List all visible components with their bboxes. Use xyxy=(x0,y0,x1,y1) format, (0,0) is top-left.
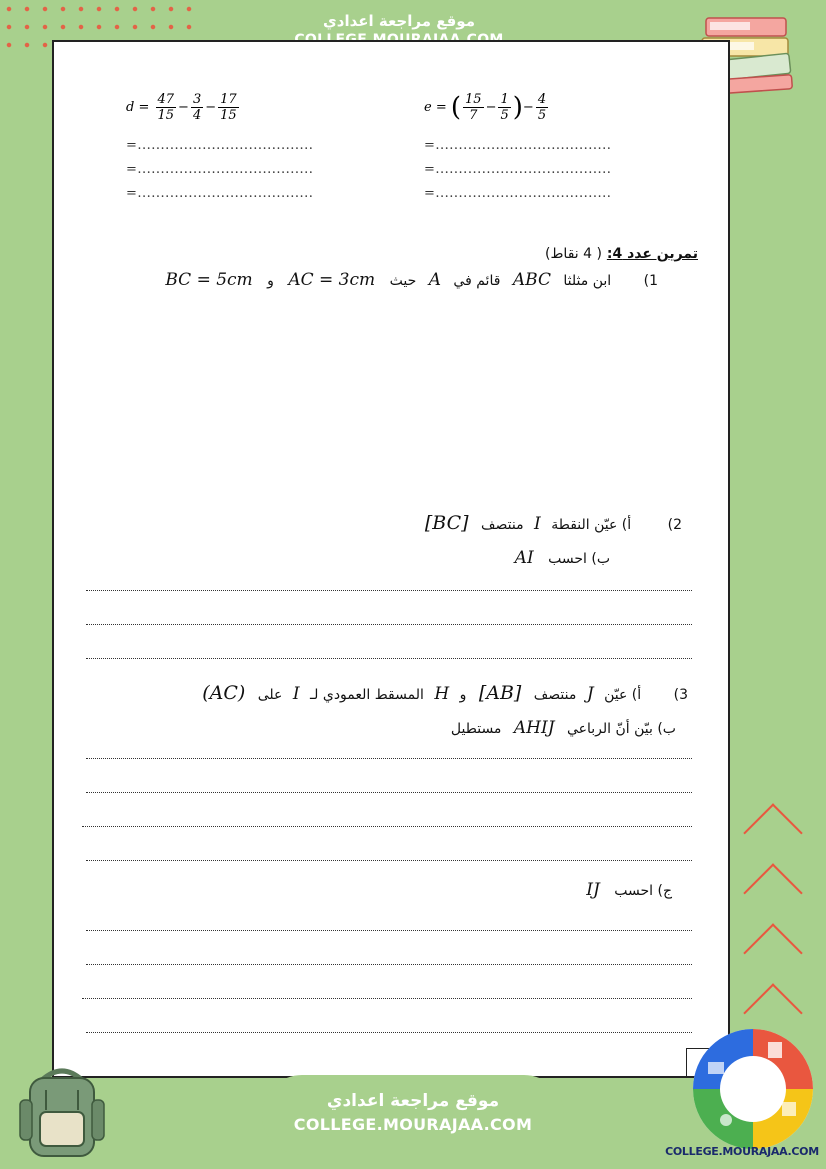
site-logo-icon[interactable] xyxy=(686,1022,820,1156)
logo-caption: COLLEGE.MOURAJAA.COM xyxy=(665,1145,819,1158)
chevron-up-icon xyxy=(743,803,802,862)
answer-line[interactable] xyxy=(86,624,692,625)
answer-line[interactable]: =...................................... xyxy=(126,138,314,153)
worksheet-page xyxy=(52,40,730,1078)
answer-line[interactable] xyxy=(86,590,692,591)
answer-line[interactable] xyxy=(86,758,692,759)
fraction: $\frac{4}{5}$ xyxy=(537,92,547,123)
answer-line[interactable] xyxy=(86,930,692,931)
answer-line[interactable] xyxy=(86,964,692,965)
bottom-site-banner[interactable] xyxy=(262,1075,564,1155)
question-3b: ب) بيّن أنّ الرباعي AHIJ مستطيل xyxy=(450,718,676,738)
chevron-up-icon xyxy=(743,863,802,922)
answer-line[interactable] xyxy=(86,792,692,793)
answer-line[interactable]: =...................................... xyxy=(424,162,612,177)
answer-line[interactable]: =...................................... xyxy=(126,162,314,177)
question-1: 1) ابن مثلثا ABC قائم في A حيث AC = 3cm و BC = 5cm xyxy=(165,270,658,290)
answer-line[interactable] xyxy=(86,658,692,659)
question-3c: ج) احسب IJ xyxy=(586,880,672,900)
site-name-bottom: موقع مراجعة اعدادي xyxy=(326,1091,500,1111)
var-d: d xyxy=(126,100,135,115)
fraction: $\frac{1}{5}$ xyxy=(500,92,509,123)
var-e: e xyxy=(424,100,432,115)
backpack-icon xyxy=(12,1060,112,1160)
expression-d: d = $\frac{47}{15}$ − $\frac{3}{4}$ − $\frac{17}{15}$ xyxy=(126,92,237,123)
answer-line[interactable] xyxy=(86,860,692,861)
fraction: $\frac{3}{4}$ xyxy=(192,92,202,123)
question-3a: 3) أ) عيّن J منتصف [AB] و H المسقط العمودي لـ I على (AC) xyxy=(202,682,688,704)
answer-line[interactable]: =...................................... xyxy=(424,138,612,153)
exercise-title: تمرين عدد 4: xyxy=(606,246,698,262)
question-2b: ب) احسب AI xyxy=(514,548,610,568)
answer-line[interactable] xyxy=(82,998,692,999)
answer-line[interactable]: =...................................... xyxy=(424,186,612,201)
fraction: $\frac{15}{7}$ xyxy=(465,92,482,123)
site-name-top: موقع مراجعة اعدادي xyxy=(323,12,475,30)
answer-line[interactable]: =...................................... xyxy=(126,186,314,201)
chevron-up-icon xyxy=(743,923,802,982)
fraction: $\frac{17}{15}$ xyxy=(220,92,237,123)
site-url-bottom[interactable]: COLLEGE.MOURAJAA.COM xyxy=(293,1115,533,1134)
fraction: $\frac{47}{15}$ xyxy=(157,92,175,123)
exercise-4-title xyxy=(545,246,698,262)
answer-line[interactable] xyxy=(86,1032,692,1033)
exercise-points: ( 4 نقاط) xyxy=(545,246,602,262)
expression-e: e = ( $\frac{15}{7}$ − $\frac{1}{5}$ )− $\frac{4}{5}$ xyxy=(424,92,547,123)
answer-line[interactable] xyxy=(82,826,692,827)
question-2a: 2) أ) عيّن النقطة I منتصف [BC] xyxy=(424,512,682,534)
